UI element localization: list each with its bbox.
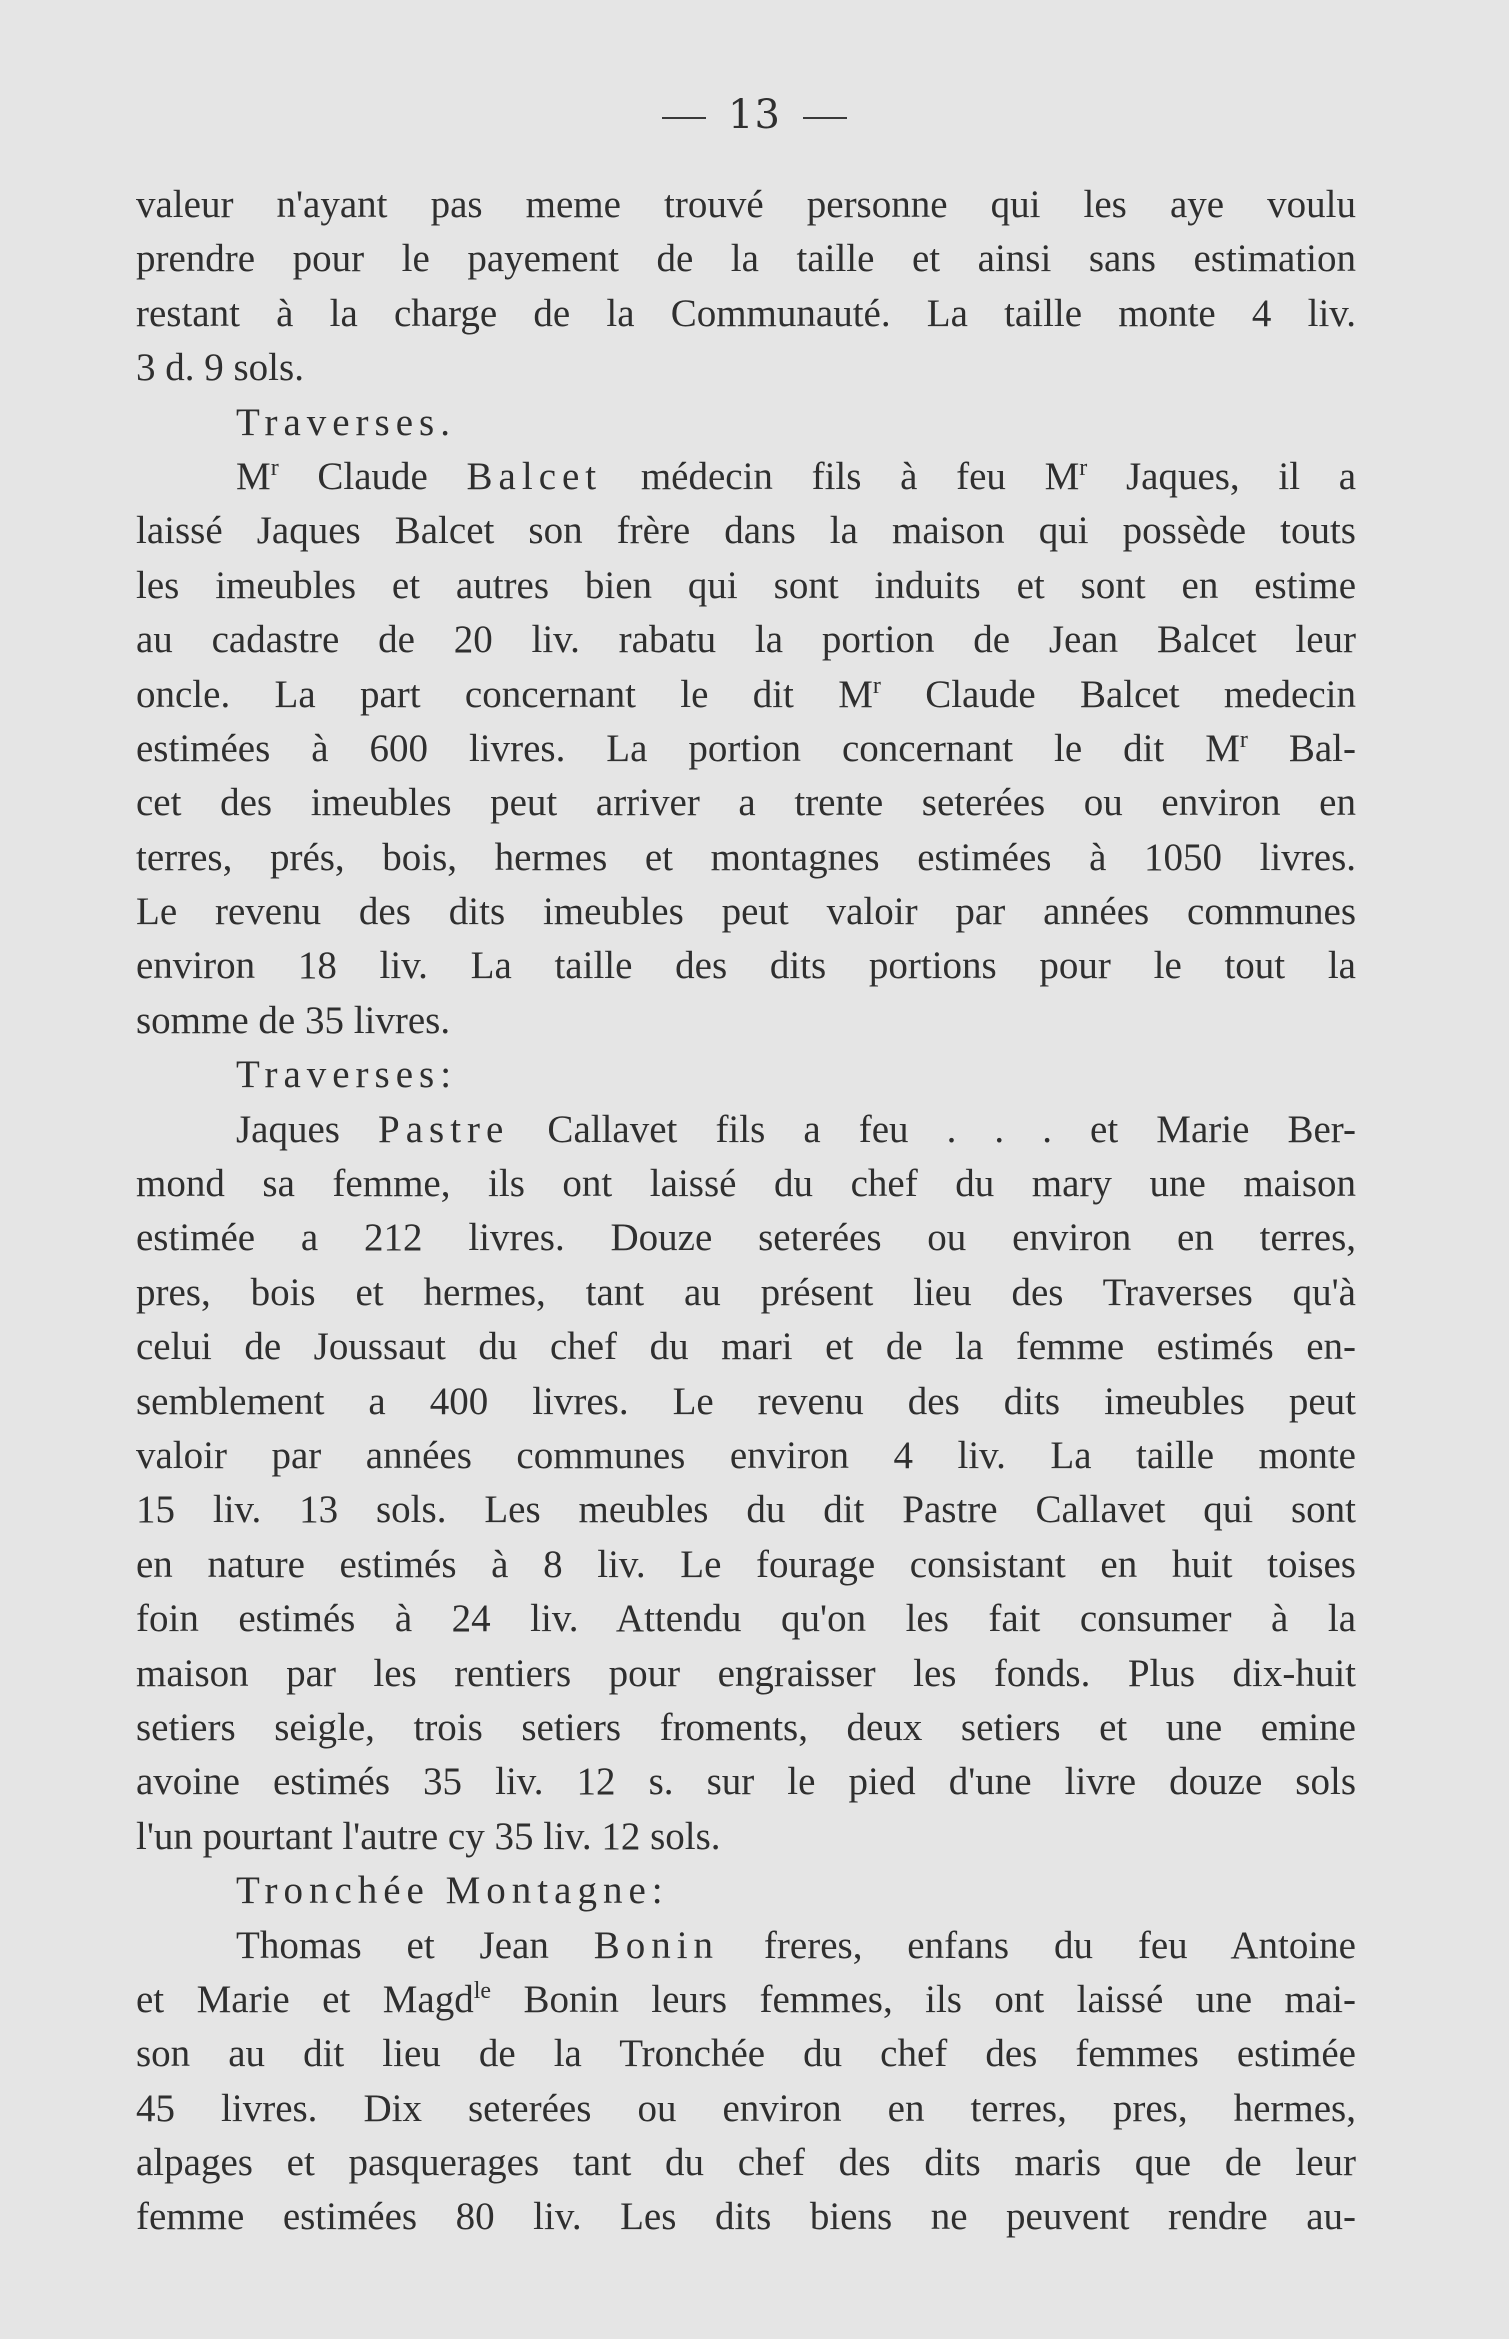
- text-line: avoine estimés 35 liv. 12 s. sur le pied d'une livre douze sols: [136, 1760, 1356, 1804]
- text-line: $M^r$ Claude Balcet médecin fils à feu $M^r$ Jaques, il a: [236, 454, 1357, 498]
- text-line: semblement a 400 livres. Le revenu des dits imeubles peut: [136, 1379, 1356, 1423]
- text-line: Jaques Pastre Callavet fils a feu . . . et Marie Ber-: [236, 1107, 1356, 1151]
- text-line: valoir par années communes environ 4 liv. La taille monte: [136, 1433, 1356, 1477]
- text-line: estimée a 212 livres. Douze seterées ou environ en terres,: [136, 1216, 1356, 1260]
- section-heading-traverses: Traverses.: [236, 400, 456, 444]
- text-line: environ 18 liv. La taille des dits portions pour le tout la: [136, 944, 1356, 988]
- body-text: [136, 178, 1356, 2245]
- text-line: Thomas et Jean Bonin freres, enfans du feu Antoine: [236, 1923, 1356, 1967]
- text-line: alpages et pasquerages tant du chef des dits maris que de leur: [136, 2141, 1356, 2185]
- text-line: celui de Joussaut du chef du mari et de la femme estimés en-: [136, 1325, 1356, 1369]
- text-line: somme de 35 livres.: [136, 998, 451, 1042]
- section-heading-tronchee: Tronchée Montagne:: [236, 1869, 669, 1913]
- text-line: terres, prés, bois, hermes et montagnes estimées à 1050 livres.: [136, 835, 1356, 879]
- text-line: pres, bois et hermes, tant au présent lieu des Traverses qu'à: [136, 1270, 1356, 1314]
- surname-spaced: Bonin: [593, 1923, 720, 1967]
- surname-spaced: Balcet: [466, 454, 603, 498]
- text-line: estimées à 600 livres. La portion concernant le dit $M^r$ Bal-: [136, 726, 1356, 770]
- text-line: 3 d. 9 sols.: [136, 346, 304, 390]
- text-line: et Marie et Magd$^{le}$ Bonin leurs femmes, ils ont laissé une mai-: [136, 1977, 1356, 2021]
- text-line: valeur n'ayant pas meme trouvé personne qui les aye voulu: [136, 183, 1356, 226]
- text-line: 15 liv. 13 sols. Les meubles du dit Pastre Callavet qui sont: [136, 1488, 1356, 1532]
- text-line: maison par les rentiers pour engraisser les fonds. Plus dix-huit: [136, 1651, 1356, 1695]
- text-line: au cadastre de 20 liv. rabatu la portion de Jean Balcet leur: [136, 618, 1356, 662]
- text-line: en nature estimés à 8 liv. Le fourage consistant en huit toises: [136, 1542, 1356, 1586]
- text-line: Le revenu des dits imeubles peut valoir par années communes: [136, 890, 1356, 934]
- text-line: oncle. La part concernant le dit $M^r$ Claude Balcet medecin: [136, 672, 1356, 716]
- text-line: foin estimés à 24 liv. Attendu qu'on les fait consumer à la: [136, 1597, 1356, 1641]
- text-line: son au dit lieu de la Tronchée du chef des femmes estimée: [136, 2032, 1356, 2076]
- text-line: prendre pour le payement de la taille et ainsi sans estimation: [136, 237, 1356, 281]
- text-line: laissé Jaques Balcet son frère dans la maison qui possède touts: [136, 509, 1356, 553]
- page-number-value: 13: [728, 92, 781, 138]
- dash-left: [662, 117, 706, 119]
- dash-right: [803, 117, 847, 119]
- text-line: 45 livres. Dix seterées ou environ en terres, pres, hermes,: [136, 2086, 1356, 2130]
- text-line: l'un pourtant l'autre cy 35 liv. 12 sols.: [136, 1814, 721, 1858]
- surname-spaced: Pastre: [378, 1107, 510, 1151]
- text-line: cet des imeubles peut arriver a trente seterées ou environ en: [136, 781, 1356, 825]
- text-line: femme estimées 80 liv. Les dits biens ne peuvent rendre au-: [136, 2195, 1356, 2239]
- text-line: setiers seigle, trois setiers froments, deux setiers et une emine: [136, 1705, 1356, 1749]
- text-line: mond sa femme, ils ont laissé du chef du mary une maison: [136, 1162, 1356, 1206]
- text-line: les imeubles et autres bien qui sont induits et sont en estime: [136, 563, 1356, 607]
- page-number: [0, 88, 1509, 142]
- section-heading-traverses: Traverses:: [236, 1053, 458, 1097]
- text-line: restant à la charge de la Communauté. La taille monte 4 liv.: [136, 291, 1356, 335]
